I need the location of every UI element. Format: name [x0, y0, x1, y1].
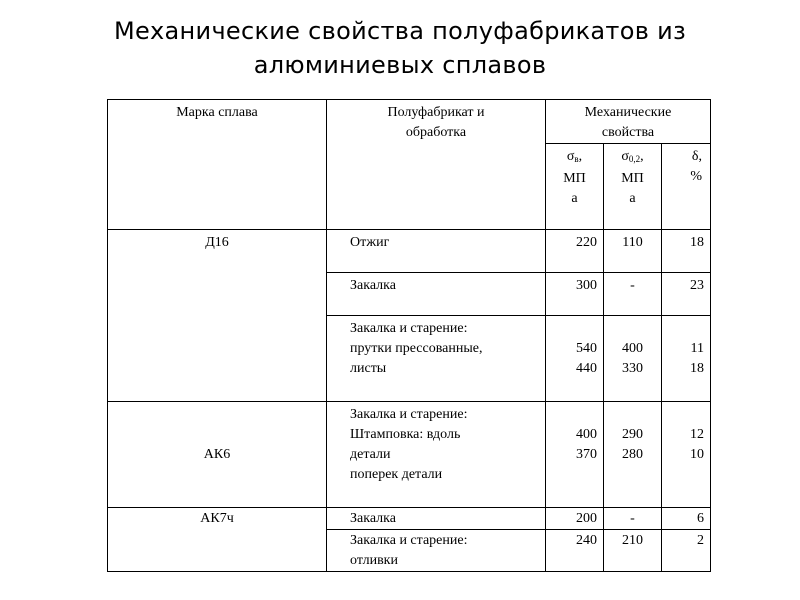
delta-cell: 12 10 [662, 402, 711, 508]
sigma-b-cell: 220 [546, 230, 604, 273]
sigma-b-cell: 300 [546, 273, 604, 316]
sigma-b-cell: 200 [546, 508, 604, 530]
sigma-02-cell: 110 [604, 230, 662, 273]
delta-cell: 23 [662, 273, 711, 316]
header-sigma-02: $\sigma_{0,2}$, МП а [604, 144, 662, 230]
delta-cell: 6 [662, 508, 711, 530]
sigma-b-cell: 540 440 [546, 316, 604, 402]
properties-table [107, 99, 711, 572]
delta-cell: 11 18 [662, 316, 711, 402]
sigma-02-cell: - [604, 273, 662, 316]
processing-cell: Закалка и старение: отливки [327, 530, 546, 572]
sigma-02-cell: - [604, 508, 662, 530]
processing-cell: Закалка и старение: Штамповка: вдоль детали поперек детали [327, 402, 546, 508]
header-mechanical-properties: Механические свойства [546, 100, 711, 144]
delta-cell: 18 [662, 230, 711, 273]
processing-cell: Отжиг [327, 230, 546, 273]
table-row [108, 230, 711, 273]
processing-cell: Закалка и старение: прутки прессованные, листы [327, 316, 546, 402]
table-row [108, 508, 711, 530]
title-line-2: алюминиевых сплавов [253, 51, 547, 79]
alloy-cell: АК7ч [108, 508, 327, 572]
sigma-b-cell: 240 [546, 530, 604, 572]
header-sigma-b: $\sigma_в$, МП а [546, 144, 604, 230]
alloy-cell: Д16 [108, 230, 327, 402]
processing-cell: Закалка [327, 508, 546, 530]
processing-cell: Закалка [327, 273, 546, 316]
delta-cell: 2 [662, 530, 711, 572]
header-processing: Полуфабрикат и обработка [327, 100, 546, 230]
slide-title [40, 14, 760, 82]
sigma-b-cell: 400 370 [546, 402, 604, 508]
sigma-02-cell: 210 [604, 530, 662, 572]
alloy-cell: АК6 [108, 402, 327, 508]
title-line-1: Механические свойства полуфабрикатов из [113, 17, 687, 45]
header-delta: δ, % [662, 144, 711, 230]
table-row [108, 402, 711, 508]
header-alloy: Марка сплава [108, 100, 327, 230]
sigma-02-cell: 400 330 [604, 316, 662, 402]
sigma-02-cell: 290 280 [604, 402, 662, 508]
